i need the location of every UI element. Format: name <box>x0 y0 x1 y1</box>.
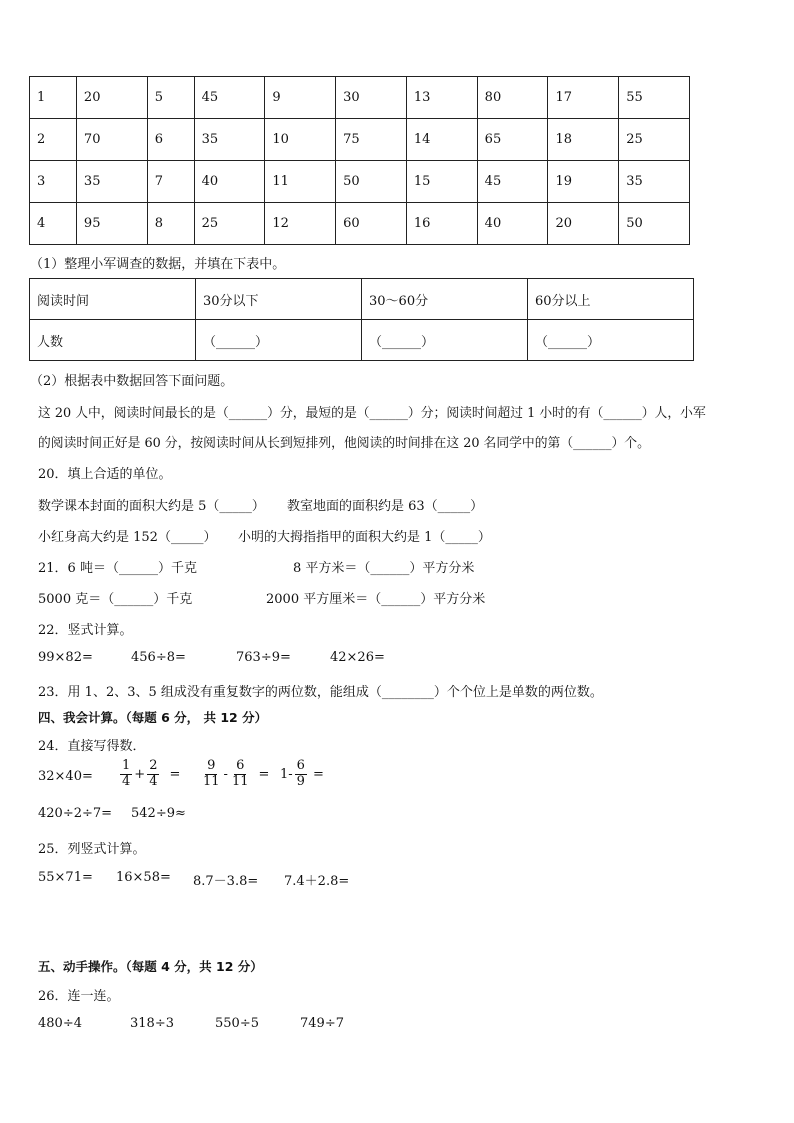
section-5-heading: 五、动手操作。（每题 4 分，共 12 分） <box>38 959 263 974</box>
fraction-numerator: 9 <box>207 758 216 773</box>
q24-fraction-expr-3 <box>280 759 324 790</box>
q19-line1: 这 20 人中，阅读时间最长的是（______）分，最短的是（______）分；阅读时间超过 1 小时的有（______）人，小军 <box>38 406 706 421</box>
fraction-numerator: 2 <box>149 758 158 773</box>
q24-item-5: 420÷2÷7= <box>38 806 113 821</box>
fraction-denominator: 9 <box>296 773 305 789</box>
fraction-denominator: 11 <box>231 773 249 789</box>
data-table-cell: 15 <box>406 161 477 203</box>
data-table-cell: 19 <box>548 161 619 203</box>
data-table-cell: 2 <box>30 119 77 161</box>
data-table-cell: 20 <box>548 203 619 245</box>
data-table-cell: 11 <box>265 161 336 203</box>
q26-item: 318÷3 <box>130 1016 174 1031</box>
q24-fraction-expr-1 <box>118 759 180 790</box>
fraction <box>230 759 251 790</box>
q24-item-1: 32×40= <box>38 769 93 784</box>
q19-part2: （2）根据表中数据回答下面问题。 <box>30 374 234 389</box>
data-table-cell: 12 <box>265 203 336 245</box>
data-table-cell: 5 <box>147 77 194 119</box>
reading-data-table <box>29 76 690 245</box>
q22-item: 99×82= <box>38 650 93 665</box>
data-table-cell: 70 <box>76 119 147 161</box>
tally-blank[interactable]: （______） <box>196 320 362 361</box>
q20-item-a: 数学课本封面的面积大约是 5（_____） <box>38 499 265 514</box>
fraction-numerator: 6 <box>296 758 305 773</box>
tally-header-row <box>30 279 694 320</box>
data-table-cell: 35 <box>619 161 690 203</box>
fraction <box>201 759 222 790</box>
equals-sign: = <box>312 766 324 782</box>
data-table-cell: 35 <box>76 161 147 203</box>
data-table-cell: 95 <box>76 203 147 245</box>
data-table-cell: 3 <box>30 161 77 203</box>
tally-header-cell: 30分以下 <box>196 279 362 320</box>
q24-title: 24．直接写得数． <box>38 739 146 754</box>
tally-blank[interactable]: （______） <box>528 320 694 361</box>
q19-line2: 的阅读时间正好是 60 分，按阅读时间从长到短排列，他阅读的时间排在这 20 名同学中的第（______）个。 <box>38 436 650 451</box>
data-table-cell: 30 <box>336 77 407 119</box>
fraction-denominator: 4 <box>149 773 158 789</box>
q21-item-b: 8 平方米＝（______）平方分米 <box>293 561 475 576</box>
q23: 23．用 1、2、3、5 组成没有重复数字的两位数，能组成（________）个个位上是单数的两位数。 <box>38 685 603 700</box>
q22-item: 763÷9= <box>236 650 291 665</box>
fraction-denominator: 11 <box>203 773 220 789</box>
data-table-cell: 14 <box>406 119 477 161</box>
q26-title: 26．连一连。 <box>38 989 120 1004</box>
data-table-cell: 50 <box>336 161 407 203</box>
q26-item: 749÷7 <box>300 1016 344 1031</box>
section-4-heading: 四、我会计算。（每题 6 分， 共 12 分） <box>38 710 268 725</box>
data-table-cell: 4 <box>30 203 77 245</box>
data-table-cell: 9 <box>265 77 336 119</box>
q21-item-c: 5000 克＝（______）千克 <box>38 592 193 607</box>
lead-term: 1- <box>280 766 293 782</box>
q20-item-c: 小红身高大约是 152（_____） <box>38 530 217 545</box>
data-table-cell: 45 <box>194 77 265 119</box>
q24-fraction-expr-2 <box>199 759 269 790</box>
data-table-cell: 25 <box>194 203 265 245</box>
tally-header-cell: 30～60分 <box>362 279 528 320</box>
data-table-cell: 10 <box>265 119 336 161</box>
fraction-numerator: 1 <box>122 758 131 773</box>
data-table-row <box>30 77 690 119</box>
data-table-cell: 7 <box>147 161 194 203</box>
fraction <box>295 759 307 790</box>
data-table-cell: 20 <box>76 77 147 119</box>
q22-item: 42×26= <box>330 650 385 665</box>
q25-item: 8.7－3.8= <box>193 874 259 889</box>
q24-item-6: 542÷9≈ <box>131 806 186 821</box>
data-table-cell: 45 <box>477 161 548 203</box>
fraction <box>147 759 159 790</box>
data-table-cell: 75 <box>336 119 407 161</box>
data-table-cell: 35 <box>194 119 265 161</box>
q22-title: 22．竖式计算。 <box>38 623 133 638</box>
q22-item: 456÷8= <box>131 650 186 665</box>
fraction-denominator: 4 <box>122 773 131 789</box>
q21-item-d: 2000 平方厘米＝（______）平方分米 <box>266 592 486 607</box>
equals-sign: = <box>169 766 181 782</box>
data-table-cell: 50 <box>619 203 690 245</box>
data-table-cell: 65 <box>477 119 548 161</box>
fraction <box>120 759 132 790</box>
q20-item-b: 教室地面的面积约是 63（_____） <box>287 499 484 514</box>
data-table-cell: 18 <box>548 119 619 161</box>
data-table-cell: 13 <box>406 77 477 119</box>
data-table-row <box>30 203 690 245</box>
tally-header-cell: 60分以上 <box>528 279 694 320</box>
q20-title: 20．填上合适的单位。 <box>38 467 172 482</box>
q25-item: 7.4＋2.8= <box>284 874 350 889</box>
q20-item-d: 小明的大拇指指甲的面积大约是 1（_____） <box>238 530 491 545</box>
data-table-cell: 60 <box>336 203 407 245</box>
data-table-cell: 17 <box>548 77 619 119</box>
tally-row-label: 人数 <box>30 320 196 361</box>
tally-table <box>29 278 694 361</box>
q26-item: 550÷5 <box>215 1016 259 1031</box>
tally-count-row <box>30 320 694 361</box>
equals-sign: = <box>258 766 270 782</box>
data-table-cell: 6 <box>147 119 194 161</box>
q25-title: 25．列竖式计算。 <box>38 842 146 857</box>
data-table-cell: 25 <box>619 119 690 161</box>
tally-header-cell: 阅读时间 <box>30 279 196 320</box>
q19-part1: （1）整理小军调查的数据，并填在下表中。 <box>30 257 286 272</box>
data-table-cell: 40 <box>194 161 265 203</box>
data-table-cell: 1 <box>30 77 77 119</box>
operator: - <box>223 766 228 782</box>
data-table-cell: 8 <box>147 203 194 245</box>
q26-item: 480÷4 <box>38 1016 82 1031</box>
data-table-row <box>30 161 690 203</box>
operator: + <box>134 766 146 782</box>
data-table-cell: 16 <box>406 203 477 245</box>
data-table-cell: 80 <box>477 77 548 119</box>
data-table-row <box>30 119 690 161</box>
tally-blank[interactable]: （______） <box>362 320 528 361</box>
q25-item: 16×58= <box>116 870 171 885</box>
q25-item: 55×71= <box>38 870 93 885</box>
fraction-numerator: 6 <box>236 758 245 773</box>
q21-item-a: 21．6 吨＝（______）千克 <box>38 561 197 576</box>
data-table-cell: 55 <box>619 77 690 119</box>
data-table-cell: 40 <box>477 203 548 245</box>
